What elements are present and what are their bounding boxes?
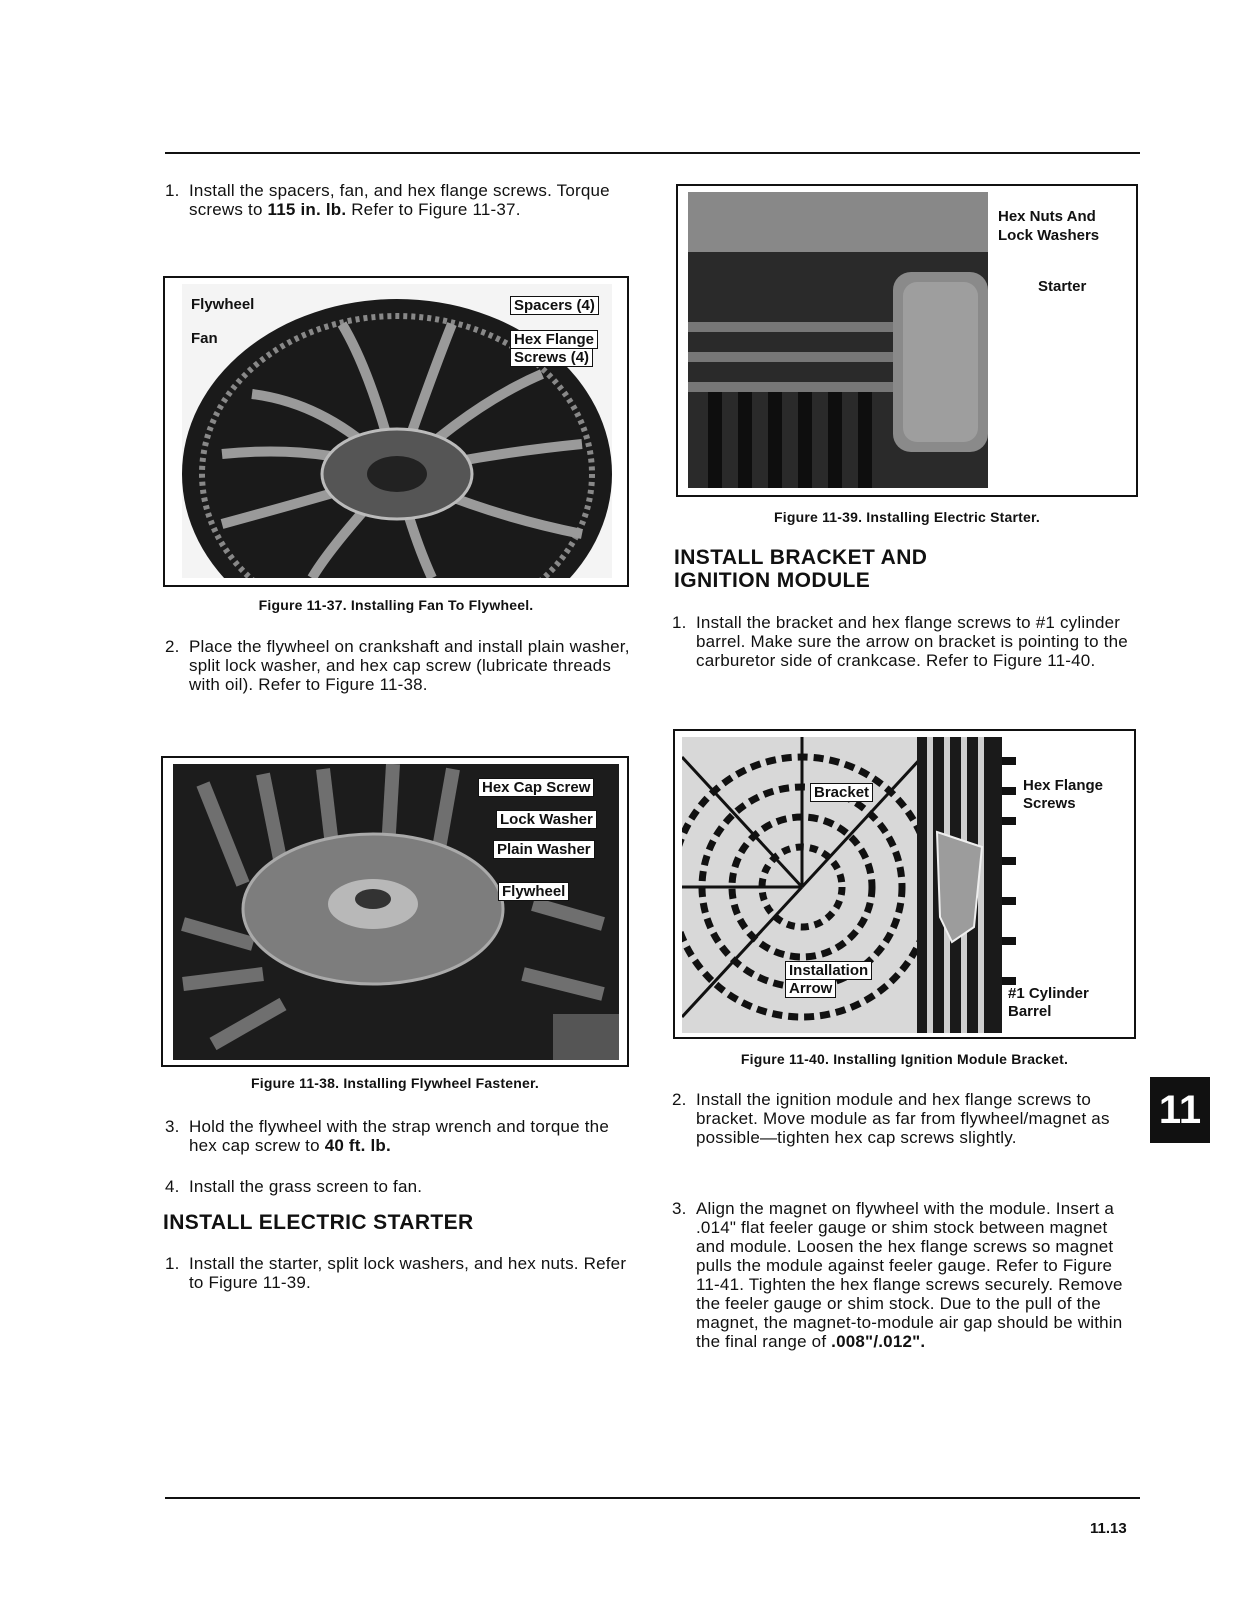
heading-install-bracket-1: INSTALL BRACKET AND (674, 546, 928, 569)
label-hex-flange-1: Hex Flange (1023, 777, 1104, 794)
label-hex-flange-2: Screws (1023, 795, 1076, 812)
label-lock-washer: Lock Washer (496, 810, 597, 829)
page-number: 11.13 (1090, 1520, 1127, 1537)
step-number: 1. (672, 613, 687, 632)
label-starter: Starter (1038, 278, 1087, 295)
label-fan: Fan (191, 330, 218, 347)
step-text: Install the starter, split lock washers, and hex nuts. Refer to Figure 11-39. (189, 1254, 627, 1292)
label-cylinder-2: Barrel (1008, 1003, 1052, 1020)
step-text: Install the grass screen to fan. (189, 1177, 423, 1196)
caption-11-38: Figure 11-38. Installing Flywheel Fastener. (251, 1075, 539, 1091)
step-grass-screen (165, 1177, 635, 1196)
label-cylinder-1: #1 Cylinder (1008, 985, 1089, 1002)
ignition-bracket-photo (682, 737, 1002, 1033)
label-flywheel: Flywheel (498, 882, 569, 901)
step-text-end: Refer to Figure 11-37. (346, 200, 521, 219)
air-gap-value: .008"/.012". (831, 1332, 926, 1351)
label-installation-2: Arrow (785, 979, 836, 998)
step-number: 3. (672, 1199, 687, 1218)
step-text: Install the bracket and hex flange screws to #1 cylinder barrel. Make sure the arrow on bracket is pointing to the carburetor side of crankcase. Refer to Figure 11-40. (696, 613, 1128, 670)
label-bracket: Bracket (810, 783, 873, 802)
label-hex-flange-2: Screws (4) (510, 348, 593, 367)
label-plain-washer: Plain Washer (493, 840, 595, 859)
heading-install-electric-starter: INSTALL ELECTRIC STARTER (163, 1211, 474, 1234)
step-align-magnet (672, 1199, 1138, 1351)
step-number: 2. (165, 637, 180, 656)
step-text: Install the spacers, fan, and hex flange screws. Torque screws to (189, 181, 610, 219)
section-tab: 11 (1150, 1077, 1210, 1143)
step-number: 1. (165, 1254, 180, 1273)
step-install-bracket (672, 613, 1138, 670)
step-install-starter (165, 1254, 635, 1292)
step-text: Hold the flywheel with the strap wrench and torque the hex cap screw to (189, 1117, 609, 1155)
step-place-flywheel (165, 637, 635, 694)
flywheel-fastener-photo (173, 764, 619, 1060)
step-torque-cap-screw (165, 1117, 635, 1155)
label-spacers: Spacers (4) (510, 296, 599, 315)
label-hex-nuts-2: Lock Washers (998, 227, 1100, 244)
step-install-module (672, 1090, 1138, 1147)
step-text: Align the magnet on flywheel with the module. Insert a .014" flat feeler gauge or shim stock between magnet and module. Loosen the hex flange screws so magnet pulls the module against feeler gauge. Refer to Figure 11-41. Tighten the hex flange screws securely. Remove the feeler gauge or shim stock. Due to the pull of the magnet, the magnet-to-module air gap should be within the final range of (696, 1199, 1123, 1351)
step-number: 2. (672, 1090, 687, 1109)
caption-11-37: Figure 11-37. Installing Fan To Flywheel. (258, 597, 534, 613)
step-text: Install the ignition module and hex flange screws to bracket. Move module as far from flywheel/magnet as possible—tighten hex cap screws slightly. (696, 1090, 1110, 1147)
figure-11-39 (676, 184, 1138, 497)
label-hex-cap-screw: Hex Cap Screw (478, 778, 594, 797)
heading-install-bracket-2: IGNITION MODULE (674, 569, 871, 592)
step-number: 1. (165, 181, 180, 200)
torque-value: 115 in. lb. (267, 200, 347, 219)
label-installation-1: Installation (785, 961, 872, 980)
step-number: 4. (165, 1177, 180, 1196)
step-install-fan (165, 181, 635, 219)
figure-11-38 (161, 756, 629, 1067)
label-hex-nuts-1: Hex Nuts And (998, 208, 1096, 225)
caption-11-40: Figure 11-40. Installing Ignition Module Bracket. (740, 1051, 1069, 1067)
label-hex-flange-1: Hex Flange (510, 330, 598, 349)
step-text: Place the flywheel on crankshaft and install plain washer, split lock washer, and hex cap screw (lubricate threads with oil). Refer to Figure 11-38. (189, 637, 630, 694)
figure-11-40 (673, 729, 1136, 1039)
figure-11-37 (163, 276, 629, 587)
torque-value: 40 ft. lb. (324, 1136, 391, 1155)
bottom-rule (165, 1497, 1140, 1499)
top-rule (165, 152, 1140, 154)
fan-flywheel-photo (182, 284, 612, 578)
label-flywheel: Flywheel (191, 296, 255, 313)
caption-11-39: Figure 11-39. Installing Electric Starter. (774, 509, 1040, 525)
step-number: 3. (165, 1117, 180, 1136)
